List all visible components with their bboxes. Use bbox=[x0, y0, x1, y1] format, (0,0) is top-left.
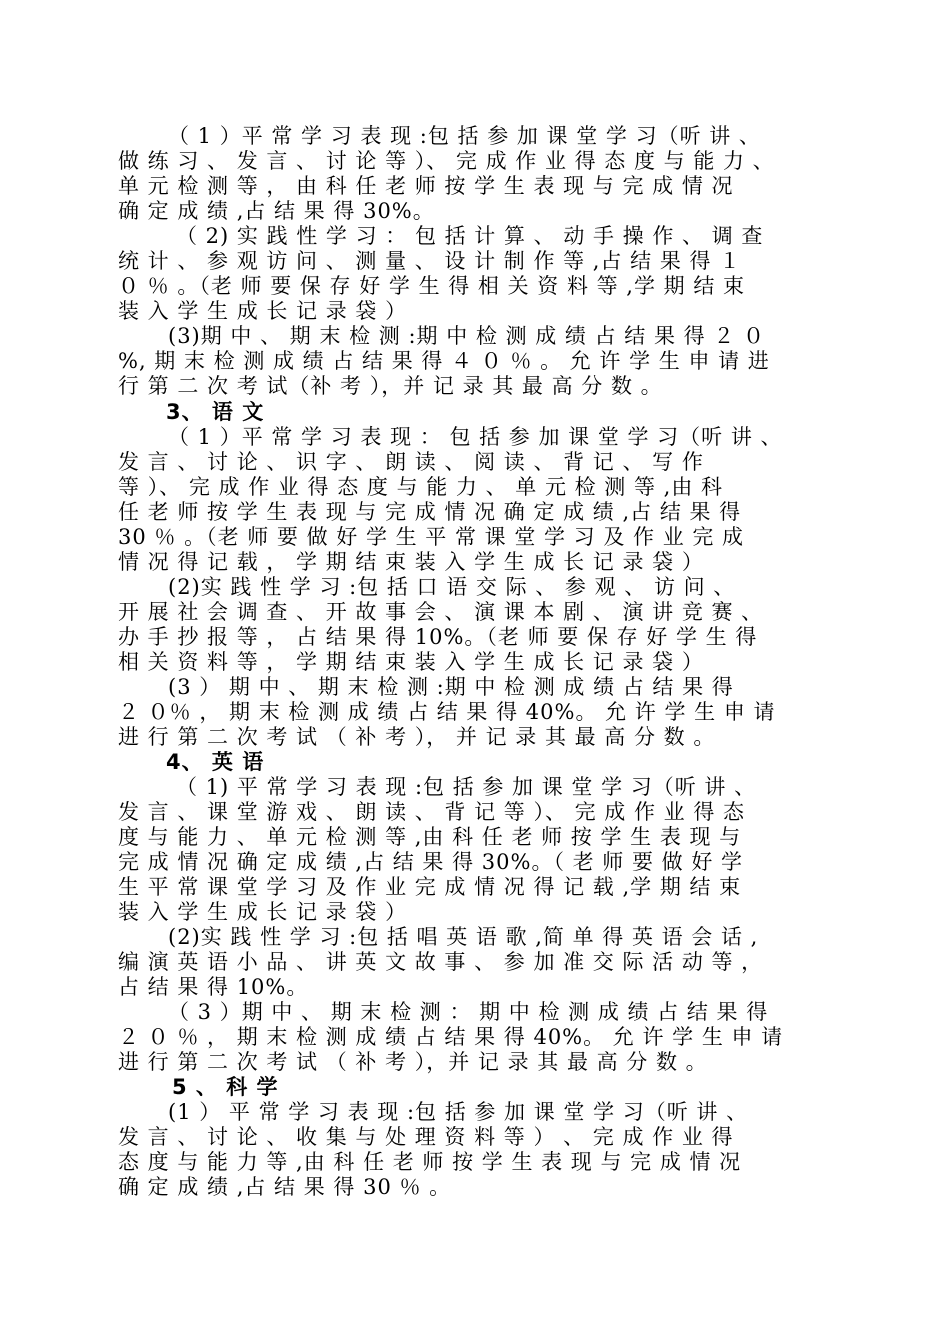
paragraph-line: （ 3 ）期 中 、 期 末 检 测 ： 期 中 检 测 成 绩 占 结 果 得 bbox=[168, 1000, 769, 1024]
paragraph-line: (2)实 践 性 学 习 :包 括 口 语 交 际 、 参 观 、 访 问 、 bbox=[168, 575, 736, 599]
paragraph-line: 发 言 、 讨 论 、 收 集 与 处 理 资 料 等 ） 、 完 成 作 业 得 bbox=[118, 1125, 734, 1149]
paragraph-line: 发 言 、 课 堂 游 戏 、 朗 读 、 背 记 等 ）、 完 成 作 业 得 态 bbox=[118, 800, 746, 824]
paragraph-line: 做 练 习 、 发 言 、 讨 论 等 ）、 完 成 作 业 得 态 度 与 能 力 、 bbox=[118, 149, 775, 173]
paragraph-line: 进 行 第 二 次 考 试 （ 补 考 ），并 记 录 其 最 高 分 数 。 bbox=[118, 1050, 708, 1074]
paragraph-line: 任 老 师 按 学 生 表 现 与 完 成 情 况 确 定 成 绩 ,占 结 果 得 bbox=[118, 500, 742, 524]
paragraph-line: (3 ） 期 中 、 期 末 检 测 :期 中 检 测 成 绩 占 结 果 得 bbox=[168, 675, 734, 699]
section-heading: 5 、 科 学 bbox=[172, 1075, 279, 1099]
paragraph-line: (3)期 中 、 期 末 检 测 :期 中 检 测 成 绩 占 结 果 得 ２ ０ bbox=[168, 324, 765, 348]
paragraph-line: 统 计 、 参 观 访 问 、 测 量 、 设 计 制 作 等 ,占 结 果 得 １ bbox=[118, 249, 742, 273]
section-heading: 3、 语 文 bbox=[166, 400, 265, 424]
paragraph-line: 完 成 情 况 确 定 成 绩 ,占 结 果 得 30%。（ 老 师 要 做 好 学 bbox=[118, 850, 744, 874]
paragraph-line: ２ ０ ％ ， 期 末 检 测 成 绩 占 结 果 得 40%。 允 许 学 生 申 请 bbox=[118, 1025, 784, 1049]
paragraph-line: 开 展 社 会 调 查 、 开 故 事 会 、 演 课 本 剧 、 演 讲 竞 赛 、 bbox=[118, 600, 764, 624]
paragraph-line: (2)实 践 性 学 习 :包 括 唱 英 语 歌 ,简 单 得 英 语 会 话 , bbox=[168, 925, 759, 949]
paragraph-line: (1 ） 平 常 学 习 表 现 :包 括 参 加 课 堂 学 习（听 讲 、 bbox=[168, 1100, 749, 1124]
paragraph-line: ０ ％ 。（老 师 要 保 存 好 学 生 得 相 关 资 料 等 ,学 期 结 束 bbox=[118, 274, 746, 298]
section-heading: 4、 英 语 bbox=[166, 750, 265, 774]
paragraph-line: （ 1) 平 常 学 习 表 现 :包 括 参 加 课 堂 学 习（听 讲 、 bbox=[176, 775, 757, 799]
paragraph-line: （ 1 ）平 常 学 习 表 现 ： 包 括 参 加 课 堂 学 习（听 讲 、 bbox=[168, 425, 783, 449]
paragraph-line: 装 入 学 生 成 长 记 录 袋 ） bbox=[118, 299, 408, 323]
paragraph-line: 编 演 英 语 小 品 、 讲 英 文 故 事 、 参 加 准 交 际 活 动 等 ， bbox=[118, 950, 764, 974]
paragraph-line: 进 行 第 二 次 考 试 （ 补 考 ）， 并 记 录 其 最 高 分 数 。 bbox=[118, 725, 716, 749]
paragraph-line: 办 手 抄 报 等 ， 占 结 果 得 10%。（老 师 要 保 存 好 学 生 得 bbox=[118, 625, 758, 649]
paragraph-line: （ 1 ）平 常 学 习 表 现 :包 括 参 加 课 堂 学 习（听 讲 、 bbox=[168, 124, 761, 148]
paragraph-line: 确 定 成 绩 ,占 结 果 得 30 ％ 。 bbox=[118, 1175, 452, 1199]
paragraph-line: 装 入 学 生 成 长 记 录 袋 ） bbox=[118, 900, 408, 924]
paragraph-line: 度 与 能 力 、 单 元 检 测 等 ,由 科 任 老 师 按 学 生 表 现 与 bbox=[118, 825, 742, 849]
paragraph-line: 生 平 常 课 堂 学 习 及 作 业 完 成 情 况 得 记 载 ,学 期 结 束 bbox=[118, 875, 742, 899]
paragraph-line: 态 度 与 能 力 等 ,由 科 任 老 师 按 学 生 表 现 与 完 成 情 况 bbox=[118, 1150, 742, 1174]
paragraph-line: 等 ）、 完 成 作 业 得 态 度 与 能 力 、 单 元 检 测 等 ,由 科 bbox=[118, 475, 724, 499]
paragraph-line: （ 2) 实 践 性 学 习 ： 包 括 计 算 、 动 手 操 作 、 调 查 bbox=[176, 224, 764, 248]
paragraph-line: 占 结 果 得 10%。 bbox=[118, 975, 309, 999]
paragraph-line: 发 言 、 讨 论 、 识 字 、 朗 读 、 阅 读 、 背 记 、 写 作 bbox=[118, 450, 704, 474]
paragraph-line: 行 第 二 次 考 试（补 考 ），并 记 录 其 最 高 分 数 。 bbox=[118, 374, 663, 398]
paragraph-line: 确 定 成 绩 ,占 结 果 得 30%。 bbox=[118, 199, 435, 223]
paragraph-line: 相 关 资 料 等 ， 学 期 结 束 装 入 学 生 成 长 记 录 袋 ） bbox=[118, 650, 704, 674]
paragraph-line: ２ ０％ ， 期 末 检 测 成 绩 占 结 果 得 40%。 允 许 学 生 申 请 bbox=[118, 700, 776, 724]
paragraph-line: 情 况 得 记 载 ， 学 期 结 束 装 入 学 生 成 长 记 录 袋 ） bbox=[118, 550, 704, 574]
paragraph-line: 30 ％ 。（老 师 要 做 好 学 生 平 常 课 堂 学 习 及 作 业 完 成 bbox=[118, 525, 745, 549]
paragraph-line: 单 元 检 测 等 ， 由 科 任 老 师 按 学 生 表 现 与 完 成 情 况 bbox=[118, 174, 734, 198]
paragraph-line: %, 期 末 检 测 成 绩 占 结 果 得 ４ ０ ％ 。 允 许 学 生 申 请 进 bbox=[118, 349, 770, 373]
